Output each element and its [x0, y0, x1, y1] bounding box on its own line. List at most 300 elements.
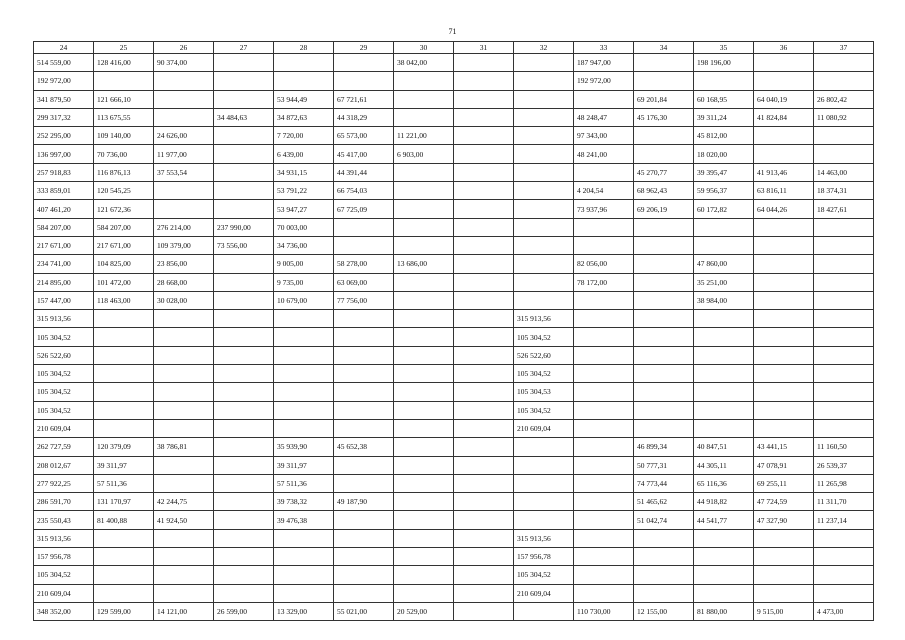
table-cell [154, 365, 214, 383]
table-cell [454, 584, 514, 602]
table-cell [454, 419, 514, 437]
table-cell: 45 812,00 [694, 127, 754, 145]
table-cell: 46 899,34 [634, 438, 694, 456]
table-cell [694, 365, 754, 383]
table-cell [154, 310, 214, 328]
column-header: 35 [694, 42, 754, 54]
table-cell [334, 328, 394, 346]
table-cell [694, 346, 754, 364]
table-cell: 157 956,78 [514, 548, 574, 566]
table-cell [514, 72, 574, 90]
table-cell [214, 584, 274, 602]
table-cell [394, 90, 454, 108]
table-cell: 116 876,13 [94, 163, 154, 181]
table-row [34, 383, 874, 401]
table-cell [454, 218, 514, 236]
table-cell [514, 291, 574, 309]
table-cell: 105 304,52 [34, 401, 94, 419]
table-cell: 26 539,37 [814, 456, 874, 474]
table-cell [214, 511, 274, 529]
table-row [34, 108, 874, 126]
table-cell [154, 72, 214, 90]
table-cell [754, 310, 814, 328]
table-cell: 234 741,00 [34, 255, 94, 273]
table-cell: 65 573,00 [334, 127, 394, 145]
table-cell: 50 777,31 [634, 456, 694, 474]
table-cell: 44 318,29 [334, 108, 394, 126]
table-cell [94, 346, 154, 364]
table-cell: 39 311,24 [694, 108, 754, 126]
table-cell: 39 395,47 [694, 163, 754, 181]
table-cell [754, 273, 814, 291]
table-cell: 210 609,04 [34, 584, 94, 602]
table-cell: 39 311,97 [274, 456, 334, 474]
table-cell [754, 54, 814, 72]
table-cell [334, 548, 394, 566]
table-cell [394, 236, 454, 254]
table-cell [694, 236, 754, 254]
table-cell: 41 924,50 [154, 511, 214, 529]
table-cell: 48 248,47 [574, 108, 634, 126]
table-cell [334, 566, 394, 584]
table-row [34, 602, 874, 620]
table-cell [514, 163, 574, 181]
table-cell [214, 255, 274, 273]
table-cell [514, 273, 574, 291]
table-cell: 68 962,43 [634, 182, 694, 200]
table-cell [814, 255, 874, 273]
table-cell [754, 255, 814, 273]
table-cell [274, 419, 334, 437]
table-cell [574, 566, 634, 584]
table-cell [754, 291, 814, 309]
table-cell [574, 456, 634, 474]
table-cell [214, 401, 274, 419]
table-cell [214, 383, 274, 401]
table-cell: 208 012,67 [34, 456, 94, 474]
column-header: 25 [94, 42, 154, 54]
table-cell [454, 54, 514, 72]
table-cell [94, 548, 154, 566]
table-cell [274, 566, 334, 584]
table-cell [634, 127, 694, 145]
table-cell: 526 522,60 [34, 346, 94, 364]
table-cell: 53 947,27 [274, 200, 334, 218]
table-cell [334, 72, 394, 90]
table-row [34, 511, 874, 529]
column-header: 37 [814, 42, 874, 54]
table-cell [94, 365, 154, 383]
table-cell [94, 383, 154, 401]
table-cell: 11 977,00 [154, 145, 214, 163]
table-cell [574, 365, 634, 383]
table-cell: 109 379,00 [154, 236, 214, 254]
table-cell [454, 365, 514, 383]
table-cell: 11 237,14 [814, 511, 874, 529]
table-cell: 192 972,00 [34, 72, 94, 90]
table-cell: 217 671,00 [94, 236, 154, 254]
table-row [34, 182, 874, 200]
table-cell: 214 895,00 [34, 273, 94, 291]
table-cell [274, 328, 334, 346]
table-cell [214, 127, 274, 145]
table-cell [394, 310, 454, 328]
table-cell [394, 383, 454, 401]
table-cell [574, 474, 634, 492]
table-cell [334, 419, 394, 437]
table-cell [454, 401, 514, 419]
table-cell [694, 548, 754, 566]
table-cell [634, 401, 694, 419]
table-cell [574, 236, 634, 254]
table-cell [394, 273, 454, 291]
table-cell: 157 447,00 [34, 291, 94, 309]
table-cell [454, 456, 514, 474]
table-cell: 45 652,38 [334, 438, 394, 456]
table-cell [574, 310, 634, 328]
table-cell [214, 456, 274, 474]
table-cell [394, 108, 454, 126]
table-row [34, 145, 874, 163]
table-cell: 348 352,00 [34, 602, 94, 620]
table-cell [154, 529, 214, 547]
table-cell [214, 163, 274, 181]
table-cell [574, 90, 634, 108]
table-cell [214, 419, 274, 437]
table-cell [94, 72, 154, 90]
table-cell: 97 343,00 [574, 127, 634, 145]
table-cell [274, 365, 334, 383]
table-cell: 60 168,95 [694, 90, 754, 108]
table-cell [814, 72, 874, 90]
table-cell: 341 879,50 [34, 90, 94, 108]
table-cell [574, 438, 634, 456]
table-cell [454, 474, 514, 492]
table-cell: 192 972,00 [574, 72, 634, 90]
table-cell [154, 584, 214, 602]
table-cell [694, 383, 754, 401]
table-cell [94, 328, 154, 346]
table-cell [574, 511, 634, 529]
table-cell [754, 548, 814, 566]
table-cell [694, 310, 754, 328]
table-cell [394, 493, 454, 511]
table-cell [214, 529, 274, 547]
table-cell [574, 584, 634, 602]
table-cell [454, 602, 514, 620]
table-cell: 51 042,74 [634, 511, 694, 529]
table-cell: 12 155,00 [634, 602, 694, 620]
table-cell [634, 54, 694, 72]
table-cell [454, 346, 514, 364]
data-table [33, 41, 874, 621]
table-row [34, 328, 874, 346]
table-cell [334, 529, 394, 547]
table-cell [754, 383, 814, 401]
table-cell [814, 383, 874, 401]
table-cell: 131 170,97 [94, 493, 154, 511]
table-cell: 109 140,00 [94, 127, 154, 145]
table-cell [334, 584, 394, 602]
table-cell: 276 214,00 [154, 218, 214, 236]
table-row [34, 401, 874, 419]
table-cell: 9 735,00 [274, 273, 334, 291]
table-cell: 257 918,83 [34, 163, 94, 181]
table-cell: 13 686,00 [394, 255, 454, 273]
table-cell: 69 206,19 [634, 200, 694, 218]
table-cell: 63 816,11 [754, 182, 814, 200]
table-cell: 53 944,49 [274, 90, 334, 108]
table-cell: 57 511,36 [274, 474, 334, 492]
table-cell [574, 529, 634, 547]
table-row [34, 438, 874, 456]
table-cell: 58 278,00 [334, 255, 394, 273]
table-cell [154, 182, 214, 200]
table-cell [754, 145, 814, 163]
table-cell: 128 416,00 [94, 54, 154, 72]
table-cell: 39 738,32 [274, 493, 334, 511]
table-cell [334, 365, 394, 383]
table-cell [454, 127, 514, 145]
column-header: 29 [334, 42, 394, 54]
table-cell [454, 236, 514, 254]
table-cell [214, 72, 274, 90]
table-cell [814, 566, 874, 584]
table-cell [814, 548, 874, 566]
table-cell [814, 328, 874, 346]
table-cell [454, 255, 514, 273]
table-row [34, 90, 874, 108]
table-cell: 121 666,10 [94, 90, 154, 108]
table-cell [274, 548, 334, 566]
table-cell: 65 116,36 [694, 474, 754, 492]
table-cell [154, 456, 214, 474]
table-cell: 514 559,00 [34, 54, 94, 72]
table-cell [814, 127, 874, 145]
table-cell: 48 241,00 [574, 145, 634, 163]
table-cell: 584 207,00 [34, 218, 94, 236]
table-cell: 47 078,91 [754, 456, 814, 474]
table-cell [814, 310, 874, 328]
table-cell: 584 207,00 [94, 218, 154, 236]
table-cell [454, 493, 514, 511]
table-cell [754, 365, 814, 383]
column-header: 33 [574, 42, 634, 54]
table-row [34, 291, 874, 309]
table-cell [154, 108, 214, 126]
table-cell [514, 456, 574, 474]
table-cell [574, 401, 634, 419]
table-cell: 105 304,52 [34, 328, 94, 346]
table-cell: 38 984,00 [694, 291, 754, 309]
header-row [34, 42, 874, 54]
table-cell: 9 515,00 [754, 602, 814, 620]
table-cell: 78 172,00 [574, 273, 634, 291]
table-cell: 26 802,42 [814, 90, 874, 108]
table-cell: 30 028,00 [154, 291, 214, 309]
table-cell: 217 671,00 [34, 236, 94, 254]
table-cell: 4 473,00 [814, 602, 874, 620]
table-cell [394, 218, 454, 236]
table-cell: 20 529,00 [394, 602, 454, 620]
table-cell [634, 145, 694, 163]
table-cell [574, 346, 634, 364]
table-cell: 13 329,00 [274, 602, 334, 620]
table-cell: 315 913,56 [34, 529, 94, 547]
table-cell [214, 200, 274, 218]
table-cell [394, 419, 454, 437]
table-cell [814, 346, 874, 364]
table-row [34, 200, 874, 218]
table-cell: 38 042,00 [394, 54, 454, 72]
table-cell [454, 383, 514, 401]
table-cell: 407 461,20 [34, 200, 94, 218]
table-cell [274, 383, 334, 401]
table-cell [634, 328, 694, 346]
table-cell: 77 756,00 [334, 291, 394, 309]
table-cell [814, 584, 874, 602]
table-cell [214, 310, 274, 328]
table-cell [214, 566, 274, 584]
table-cell [754, 529, 814, 547]
table-cell [334, 383, 394, 401]
table-cell: 44 305,11 [694, 456, 754, 474]
table-cell: 11 265,98 [814, 474, 874, 492]
table-cell [814, 419, 874, 437]
table-cell: 110 730,00 [574, 602, 634, 620]
table-cell [214, 548, 274, 566]
table-cell [394, 182, 454, 200]
table-cell: 39 476,38 [274, 511, 334, 529]
table-cell: 57 511,36 [94, 474, 154, 492]
table-cell [754, 566, 814, 584]
table-cell: 105 304,52 [34, 566, 94, 584]
table-cell: 277 922,25 [34, 474, 94, 492]
table-cell [154, 401, 214, 419]
table-cell [514, 54, 574, 72]
table-cell: 49 187,90 [334, 493, 394, 511]
table-cell [574, 291, 634, 309]
table-cell: 315 913,56 [34, 310, 94, 328]
table-cell [694, 401, 754, 419]
table-cell: 28 668,00 [154, 273, 214, 291]
table-cell [394, 200, 454, 218]
table-cell: 44 918,82 [694, 493, 754, 511]
table-cell [214, 90, 274, 108]
table-cell [514, 438, 574, 456]
table-cell: 18 374,31 [814, 182, 874, 200]
table-cell [454, 310, 514, 328]
table-cell [514, 493, 574, 511]
table-cell [814, 365, 874, 383]
table-cell: 40 847,51 [694, 438, 754, 456]
table-cell [634, 291, 694, 309]
table-cell: 73 556,00 [214, 236, 274, 254]
table-cell [394, 72, 454, 90]
table-cell: 70 003,00 [274, 218, 334, 236]
table-cell [574, 383, 634, 401]
table-cell [634, 255, 694, 273]
table-cell: 35 939,90 [274, 438, 334, 456]
table-cell [154, 383, 214, 401]
table-cell [634, 236, 694, 254]
table-cell: 73 937,96 [574, 200, 634, 218]
column-header: 31 [454, 42, 514, 54]
table-cell [454, 145, 514, 163]
table-cell [94, 584, 154, 602]
table-cell [454, 291, 514, 309]
table-cell [94, 310, 154, 328]
table-cell: 82 056,00 [574, 255, 634, 273]
table-cell: 237 990,00 [214, 218, 274, 236]
table-cell [634, 310, 694, 328]
table-cell: 45 270,77 [634, 163, 694, 181]
table-cell: 299 317,32 [34, 108, 94, 126]
table-row [34, 529, 874, 547]
table-cell: 51 465,62 [634, 493, 694, 511]
table-cell: 34 736,00 [274, 236, 334, 254]
table-cell: 45 417,00 [334, 145, 394, 163]
table-cell [694, 529, 754, 547]
column-header: 26 [154, 42, 214, 54]
table-cell [274, 310, 334, 328]
table-cell [514, 108, 574, 126]
table-cell [214, 438, 274, 456]
table-cell: 26 599,00 [214, 602, 274, 620]
table-row [34, 584, 874, 602]
table-cell [574, 493, 634, 511]
table-cell: 210 609,04 [514, 419, 574, 437]
table-cell [454, 511, 514, 529]
table-cell: 74 773,44 [634, 474, 694, 492]
table-cell [634, 383, 694, 401]
table-cell [154, 474, 214, 492]
table-cell: 105 304,53 [514, 383, 574, 401]
table-cell [154, 548, 214, 566]
table-cell [814, 529, 874, 547]
table-row [34, 255, 874, 273]
table-cell: 60 172,82 [694, 200, 754, 218]
table-cell [634, 218, 694, 236]
table-cell [394, 438, 454, 456]
table-cell: 9 005,00 [274, 255, 334, 273]
table-cell: 105 304,52 [514, 328, 574, 346]
table-cell [394, 163, 454, 181]
table-cell: 6 439,00 [274, 145, 334, 163]
table-cell [394, 566, 454, 584]
table-cell: 113 675,55 [94, 108, 154, 126]
table-cell [634, 72, 694, 90]
table-cell: 64 044,26 [754, 200, 814, 218]
table-cell [754, 236, 814, 254]
table-cell: 101 472,00 [94, 273, 154, 291]
table-cell [454, 108, 514, 126]
table-cell [694, 72, 754, 90]
table-cell: 11 160,50 [814, 438, 874, 456]
table-cell [154, 200, 214, 218]
table-cell: 37 553,54 [154, 163, 214, 181]
table-row [34, 273, 874, 291]
table-cell [154, 419, 214, 437]
table-cell: 118 463,00 [94, 291, 154, 309]
column-header: 24 [34, 42, 94, 54]
table-cell: 47 860,00 [694, 255, 754, 273]
table-cell [394, 346, 454, 364]
table-row [34, 54, 874, 72]
table-cell [814, 273, 874, 291]
table-row [34, 127, 874, 145]
table-cell: 315 913,56 [514, 529, 574, 547]
